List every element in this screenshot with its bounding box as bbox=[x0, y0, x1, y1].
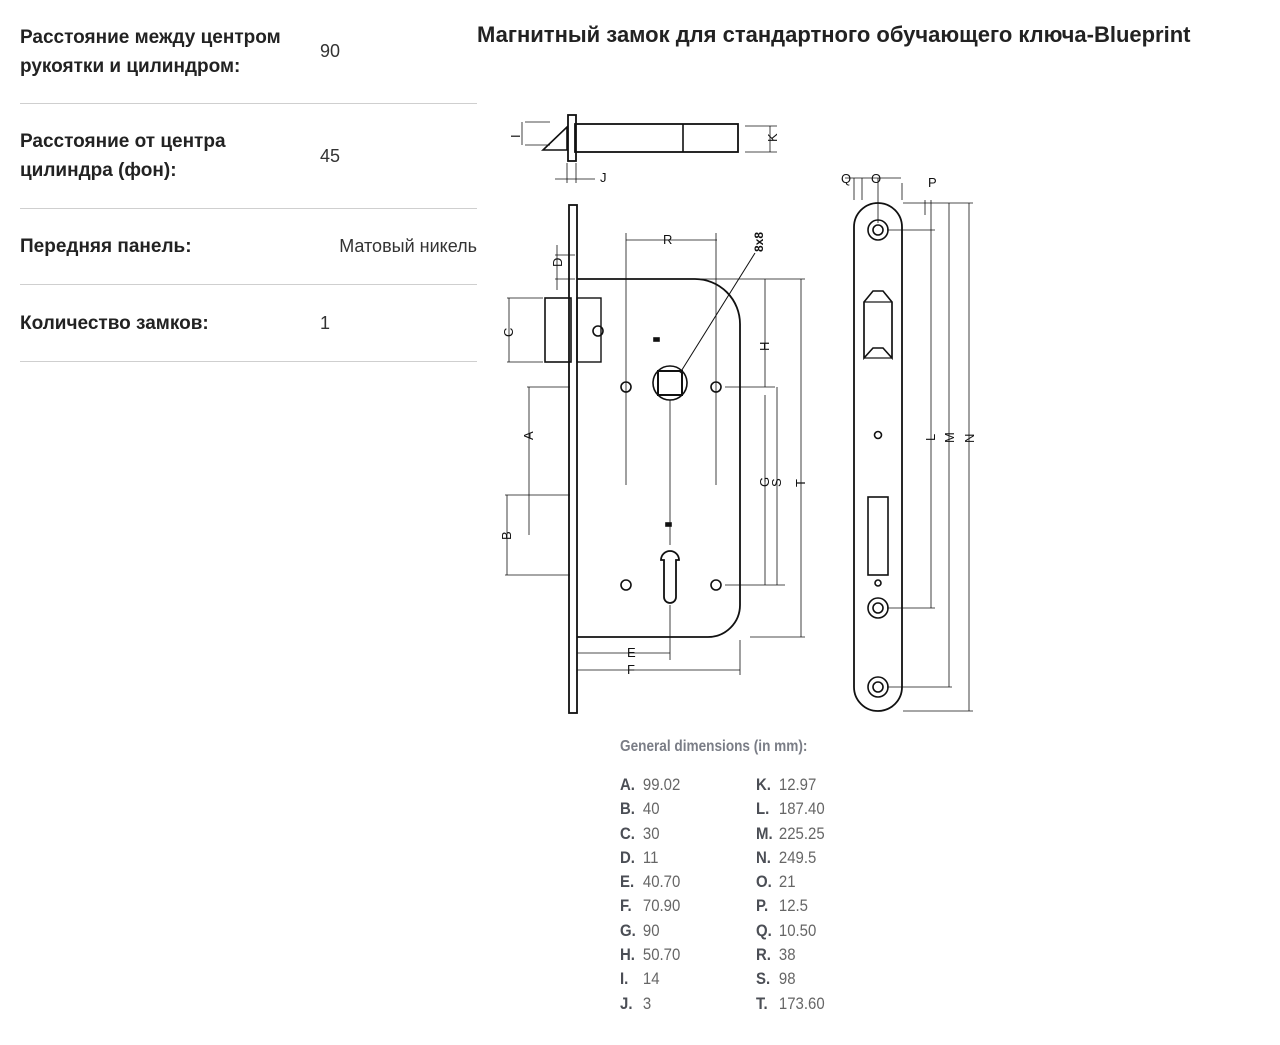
dim-label-f: F bbox=[627, 662, 635, 677]
dimension-item: J. 3 bbox=[620, 993, 652, 1013]
spec-row bbox=[20, 104, 477, 209]
spec-label: Количество замков: bbox=[20, 312, 209, 334]
spec-value: 45 bbox=[320, 145, 341, 166]
spec-label: Расстояние от центра цилиндра (фон): bbox=[20, 131, 226, 181]
dimension-item: D. 11 bbox=[620, 847, 659, 867]
dim-label-h: H bbox=[757, 341, 772, 351]
dimension-item: F. 70.90 bbox=[620, 896, 681, 916]
dimension-item: A. 99.02 bbox=[620, 775, 681, 794]
dimension-item: P. 12.5 bbox=[756, 896, 809, 916]
dimensions-right-column bbox=[756, 773, 834, 1016]
lock-body bbox=[545, 205, 755, 713]
dim-label-e: E bbox=[627, 645, 636, 660]
dimension-item: N. 249.5 bbox=[756, 847, 817, 867]
dimension-item: L. 187.40 bbox=[756, 799, 825, 819]
dimension-item: I. 14 bbox=[620, 969, 660, 989]
dim-label-8x8: 8x8 bbox=[752, 231, 766, 252]
dim-label-r: R bbox=[663, 232, 673, 247]
dim-label-g: G bbox=[757, 476, 772, 487]
dim-label-b: B bbox=[499, 531, 514, 540]
spec-table bbox=[20, 0, 477, 362]
dim-label-s: S bbox=[769, 478, 784, 487]
faceplate bbox=[854, 203, 902, 711]
dimension-lines bbox=[505, 233, 805, 675]
spec-value: Матовый никель bbox=[339, 236, 477, 256]
dim-label-j: J bbox=[600, 170, 607, 185]
general-dimensions bbox=[620, 738, 920, 1013]
dimension-item: O. 21 bbox=[756, 872, 796, 892]
dim-label-i: I bbox=[508, 134, 523, 138]
dimensions-heading: General dimensions (in mm): bbox=[620, 738, 808, 755]
dimension-item: B. 40 bbox=[620, 799, 660, 819]
spec-value: 1 bbox=[320, 312, 331, 333]
dimension-item: K. 12.97 bbox=[756, 775, 817, 794]
dim-label-m: M bbox=[942, 432, 957, 443]
dimension-item: Q. 10.50 bbox=[756, 920, 817, 940]
dimension-item: T. 173.60 bbox=[756, 993, 825, 1013]
dim-label-k: K bbox=[765, 133, 780, 142]
dim-label-c: C bbox=[501, 327, 516, 337]
spec-label: Расстояние между центром рукоятки и цилиндром: bbox=[20, 26, 281, 77]
product-title: Магнитный замок для стандартного обучающего ключа-Blueprint bbox=[477, 22, 1191, 47]
spec-value: 90 bbox=[320, 41, 341, 61]
dimension-item: H. 50.70 bbox=[620, 945, 681, 965]
dimension-item: E. 40.70 bbox=[620, 872, 681, 892]
dim-label-p: P bbox=[928, 175, 937, 190]
spec-row bbox=[20, 0, 477, 104]
dim-label-o: O bbox=[871, 171, 882, 186]
dimension-item: M. 225.25 bbox=[756, 823, 825, 843]
dim-label-t: T bbox=[793, 479, 808, 487]
dim-label-d: D bbox=[550, 257, 565, 267]
dim-label-n: N bbox=[962, 433, 977, 443]
dim-label-q: Q bbox=[841, 171, 852, 186]
faceplate-dimension-lines bbox=[845, 178, 973, 711]
dimensions-left-column bbox=[620, 773, 689, 1016]
dimension-item: R. 38 bbox=[756, 945, 796, 965]
dimension-item: C. 30 bbox=[620, 823, 660, 843]
spec-label: Передняя панель: bbox=[20, 236, 192, 257]
side-view-top bbox=[522, 115, 777, 183]
dim-label-l: L bbox=[923, 433, 938, 441]
dimension-item: G. 90 bbox=[620, 920, 660, 940]
dimension-item: S. 98 bbox=[756, 969, 796, 989]
spec-row bbox=[20, 285, 477, 362]
dim-label-a: A bbox=[521, 431, 536, 440]
spec-row bbox=[20, 209, 477, 285]
lock-blueprint-drawing bbox=[495, 105, 995, 725]
